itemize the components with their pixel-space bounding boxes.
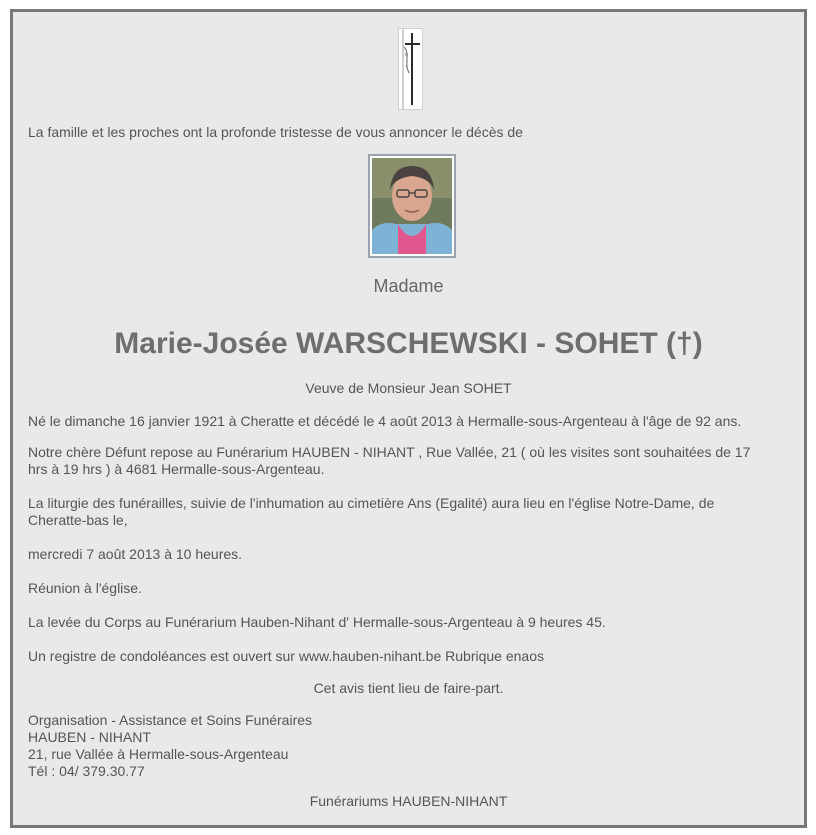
- faire-part-text: Cet avis tient lieu de faire-part.: [313, 680, 504, 696]
- widow-text: Veuve de Monsieur Jean SOHET: [305, 380, 512, 396]
- organisation-line: Organisation - Assistance et Soins Funéraires: [28, 712, 313, 728]
- organisation-address: 21, rue Vallée à Hermalle-sous-Argenteau: [28, 746, 289, 762]
- organisation-name: HAUBEN - NIHANT: [28, 729, 151, 745]
- footer-signature: Funérariums HAUBEN-NIHANT: [309, 793, 508, 809]
- funeral-date: mercredi 7 août 2013 à 10 heures.: [28, 546, 243, 562]
- deceased-name: Marie-Josée WARSCHEWSKI - SOHET (†): [114, 327, 703, 360]
- liturgy-text-line1: La liturgie des funérailles, suivie de l'inhumation au cimetière Ans (Egalité) aura lieu en l'église Notre-Dame, de: [28, 495, 715, 511]
- birth-death-text: Né le dimanche 16 janvier 1921 à Cheratte et décédé le 4 août 2013 à Hermalle-sous-Argenteau à l'âge de 92 ans.: [28, 413, 742, 429]
- cross-icon: [398, 28, 423, 110]
- liturgy-text-line2: Cheratte-bas le,: [28, 512, 128, 528]
- levee-text: La levée du Corps au Funérarium Hauben-Nihant d' Hermalle-sous-Argenteau à 9 heures 45.: [28, 614, 606, 630]
- repose-text-line1: Notre chère Défunt repose au Funérarium HAUBEN - NIHANT , Rue Vallée, 21 ( où les visites sont souhaitées de 17: [28, 444, 751, 460]
- organisation-phone: Tél : 04/ 379.30.77: [28, 763, 145, 779]
- meeting-text: Réunion à l'église.: [28, 580, 142, 596]
- portrait-photo: [368, 154, 456, 258]
- intro-text: La famille et les proches ont la profonde tristesse de vous annoncer le décès de: [28, 124, 523, 140]
- repose-text-line2: hrs à 19 hrs ) à 4681 Hermalle-sous-Argenteau.: [28, 461, 325, 477]
- register-text: Un registre de condoléances est ouvert sur www.hauben-nihant.be Rubrique enaos: [28, 648, 544, 664]
- honorific-title: Madame: [373, 276, 444, 296]
- obituary-notice: [10, 9, 807, 828]
